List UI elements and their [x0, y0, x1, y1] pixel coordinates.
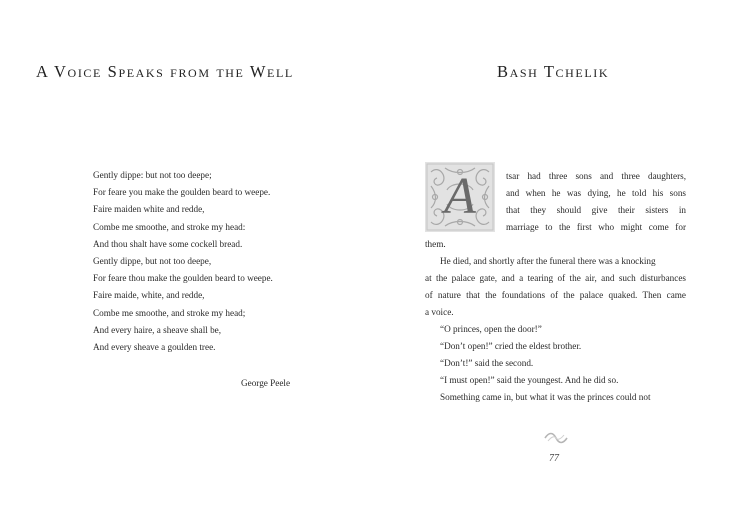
decorative-drop-cap [425, 162, 495, 232]
page-number: 77 [549, 453, 559, 464]
poem-line: For feare you make the goulden beard to weepe. [93, 187, 271, 198]
text-line: at the palace gate, and a tearing of the air, and such disturbances [425, 273, 686, 283]
poem-line: Combe me smoothe, and stroke my head; [93, 307, 246, 318]
poem [93, 167, 333, 356]
text-line: tsar had three sons and three daughters, [506, 171, 686, 181]
text-line: of nature that the foundations of the palace quaked. Then came [425, 290, 686, 300]
text-line: He died, and shortly after the funeral there was a knocking [440, 256, 656, 266]
text-line: a voice. [425, 307, 454, 317]
drop-cap-letter: A [444, 168, 476, 225]
poem-line: Faire maide, white, and redde, [93, 290, 205, 301]
poem-line: For feare thou make the goulden beard to weepe. [93, 273, 273, 284]
text-line: Something came in, but what it was the princes could not [440, 392, 651, 402]
text-line: “Don’t open!” cried the eldest brother. [440, 341, 582, 351]
right-page-title: Bash Tchelik [497, 62, 610, 81]
poem-line: And every haire, a sheave shall be, [93, 324, 222, 335]
poem-line: Gently dippe, but not too deepe, [93, 256, 212, 267]
text-line: them. [425, 239, 446, 249]
poem-line: Faire maiden white and redde, [93, 204, 205, 215]
poem-line: And every sheave a goulden tree. [93, 342, 216, 353]
text-line: marriage to the first who might come for [506, 222, 686, 232]
poem-line: Combe me smoothe, and stroke my head: [93, 221, 246, 232]
text-line: that they should give their sisters in [506, 205, 686, 215]
text-line: “O princes, open the door!” [440, 324, 542, 334]
left-page-title: A Voice Speaks from the Well [36, 62, 294, 81]
poem-attribution: George Peele [241, 378, 291, 388]
flourish-ornament-icon [543, 432, 569, 444]
poem-line: Gently dippe: but not too deepe; [93, 170, 212, 180]
text-line: “I must open!” said the youngest. And he did so. [440, 375, 619, 385]
text-line: and when he was dying, he told his sons [506, 188, 686, 198]
text-line: “Don’t!” said the second. [440, 358, 534, 368]
poem-line: And thou shalt have some cockell bread. [93, 238, 243, 249]
